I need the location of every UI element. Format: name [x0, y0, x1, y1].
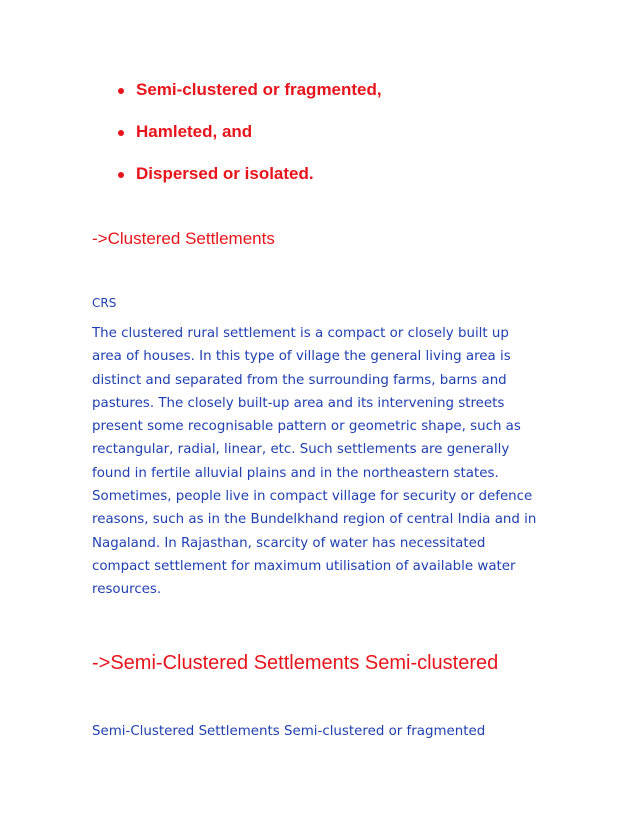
crs-label: CRS: [92, 296, 117, 310]
bullet-icon: [118, 88, 124, 94]
paragraph-line: Nagaland. In Rajasthan, scarcity of water has necessitated: [92, 535, 486, 551]
paragraph-line: rectangular, radial, linear, etc. Such settlements are generally: [92, 442, 510, 458]
list-item-text: Semi-clustered or fragmented,: [136, 80, 382, 99]
paragraph-line: present some recognisable pattern or geometric shape, such as: [92, 419, 521, 435]
paragraph-line: The clustered rural settlement is a compact or closely built up: [92, 326, 509, 341]
paragraph-line: found in fertile alluvial plains and in the northeastern states.: [92, 465, 499, 481]
clustered-settlements-heading: ->Clustered Settlements: [92, 229, 275, 248]
paragraph-line: resources.: [92, 582, 162, 598]
settlement-types-list: [118, 76, 382, 202]
semi-clustered-text: Semi-Clustered Settlements Semi-clustered or fragmented: [92, 724, 486, 739]
bullet-icon: [118, 172, 124, 178]
paragraph-line: area of houses. In this type of village the general living area is: [92, 349, 511, 365]
semi-clustered-settlements-heading: ->Semi-Clustered Settlements Semi-clustered: [92, 652, 499, 674]
list-item: [118, 118, 382, 160]
paragraph-line: compact settlement for maximum utilisation of available water: [92, 558, 516, 574]
paragraph-line: pastures. The closely built-up area and its intervening streets: [92, 395, 505, 411]
clustered-settlement-paragraph: [92, 322, 552, 602]
paragraph-line: reasons, such as in the Bundelkhand region of central India and in: [92, 512, 537, 528]
list-item: [118, 76, 382, 118]
paragraph-line: Sometimes, people live in compact village for security or defence: [92, 489, 533, 505]
bullet-icon: [118, 130, 124, 136]
paragraph-line: distinct and separated from the surrounding farms, barns and: [92, 372, 507, 388]
list-item-text: Hamleted, and: [136, 122, 253, 141]
list-item-text: Dispersed or isolated.: [136, 164, 314, 183]
list-item: [118, 160, 382, 202]
